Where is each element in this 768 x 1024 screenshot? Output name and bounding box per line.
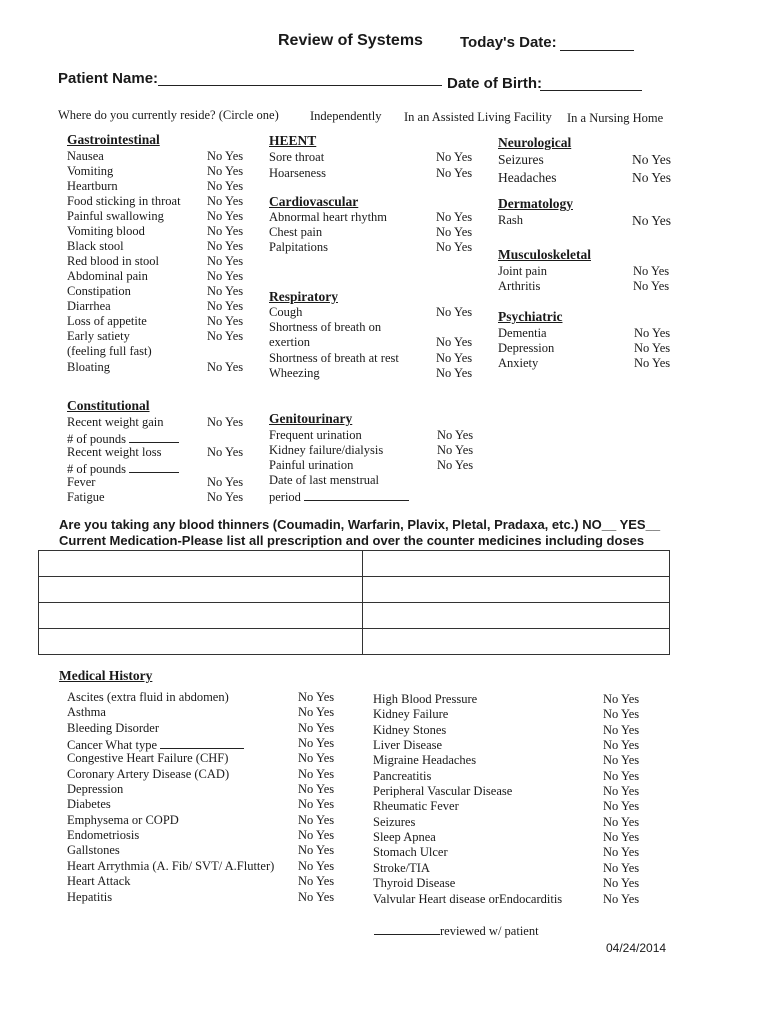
section-title-cardiovascular: Cardiovascular [269,194,359,209]
symptom-label: Nausea [67,149,104,163]
symptom-label: Frequent urination [269,428,362,442]
no-yes-choice[interactable]: No Yes [603,861,640,875]
no-yes-choice[interactable]: No Yes [436,305,473,319]
no-yes-choice[interactable]: No Yes [436,335,473,349]
menstrual-date-field[interactable] [304,488,409,501]
condition-label: High Blood Pressure [373,692,478,706]
no-yes-choice[interactable]: No Yes [207,209,244,223]
no-yes-choice[interactable]: No Yes [207,149,244,163]
condition-label: Kidney Stones [373,723,447,737]
todays-date-field[interactable] [560,38,634,51]
symptom-label: Bloating [67,360,111,374]
symptom-label: period [269,490,301,504]
condition-label: Gallstones [67,843,120,857]
symptom-label: Cough [269,305,303,319]
gastro-list [67,149,257,379]
symptom-label: Abdominal pain [67,269,148,283]
symptom-label: # of pounds [67,462,127,476]
no-yes-choice[interactable]: No Yes [207,164,244,178]
residence-option-assisted[interactable]: In an Assisted Living Facility [404,110,552,124]
condition-label: Hepatitis [67,890,113,904]
no-yes-choice[interactable]: No Yes [437,428,474,442]
history-left-list [67,690,357,905]
patient-name-label: Patient Name: [58,70,159,87]
no-yes-choice[interactable]: No Yes [298,767,335,781]
symptom-label: Painful urination [269,458,354,472]
no-yes-choice[interactable]: No Yes [298,813,335,827]
medication-cell[interactable] [39,577,363,603]
no-yes-choice[interactable]: No Yes [298,797,335,811]
blood-thinners-question[interactable]: Are you taking any blood thinners (Coumadin, Warfarin, Plavix, Pletal, Pradaxa, etc.) NO__ YES__ [59,517,661,532]
symptom-label: Food sticking in throat [67,194,181,208]
condition-label: Asthma [67,705,106,719]
symptom-label: Rash [498,213,523,227]
symptom-label: # of pounds [67,432,127,446]
no-yes-choice[interactable]: No Yes [603,692,640,706]
medication-cell[interactable] [363,577,670,603]
section-title-genitourinary: Genitourinary [269,411,353,426]
condition-label: Kidney Failure [373,707,449,721]
symptom-label: Joint pain [498,264,547,278]
condition-label: Pancreatitis [373,769,432,783]
dob-field[interactable] [540,78,642,91]
condition-label: Stomach Ulcer [373,845,448,859]
medication-cell[interactable] [363,629,670,655]
symptom-label: Black stool [67,239,124,253]
dob-label: Date of Birth: [447,75,542,92]
no-yes-choice[interactable]: No Yes [207,299,244,313]
constitutional-list [67,415,257,507]
no-yes-choice[interactable]: No Yes [633,279,670,293]
page-title: Review of Systems [278,32,423,49]
condition-label: Heart Arrythmia (A. Fib/ SVT/ A.Flutter) [67,859,275,873]
symptom-label: Depression [498,341,555,355]
no-yes-choice[interactable]: No Yes [437,443,474,457]
no-yes-choice[interactable]: No Yes [603,830,640,844]
pounds-lost-field[interactable] [129,460,179,473]
no-yes-choice[interactable]: No Yes [207,415,244,429]
symptom-label: Sore throat [269,150,325,164]
no-yes-choice[interactable]: No Yes [207,224,244,238]
condition-label: Diabetes [67,797,111,811]
no-yes-choice[interactable]: No Yes [603,892,640,906]
no-yes-choice[interactable]: No Yes [634,341,671,355]
no-yes-choice[interactable]: No Yes [298,736,335,750]
symptom-label: Headaches [498,170,557,185]
no-yes-choice[interactable]: No Yes [207,194,244,208]
musculo-list [498,264,688,295]
condition-label: Coronary Artery Disease (CAD) [67,767,230,781]
no-yes-choice[interactable]: No Yes [436,366,473,380]
pounds-gained-field[interactable] [129,430,179,443]
medication-cell[interactable] [39,629,363,655]
section-title-constitutional: Constitutional [67,398,150,413]
psych-list [498,326,688,372]
residence-option-nursing[interactable]: In a Nursing Home [567,111,664,125]
condition-label: Emphysema or COPD [67,813,179,827]
symptom-label: Kidney failure/dialysis [269,443,384,457]
condition-label: Stroke/TIA [373,861,430,875]
genito-list [269,428,484,506]
medication-table [38,550,670,655]
no-yes-choice[interactable]: No Yes [603,723,640,737]
no-yes-choice[interactable]: No Yes [207,284,244,298]
residence-question: Where do you currently reside? (Circle one) [58,108,279,122]
section-title-dermatology: Dermatology [498,196,573,211]
section-title-heent: HEENT [269,133,317,148]
symptom-label: Palpitations [269,240,329,254]
symptom-label: Early satiety [67,329,130,343]
no-yes-choice[interactable]: No Yes [298,859,335,873]
neuro-list [498,152,688,186]
residence-option-independent[interactable]: Independently [310,109,382,123]
no-yes-choice[interactable]: No Yes [634,356,671,370]
no-yes-choice[interactable]: No Yes [298,874,335,888]
cardio-list [269,210,484,258]
no-yes-choice[interactable]: No Yes [298,690,335,704]
form-date: 04/24/2014 [606,941,667,955]
condition-label: Migraine Headaches [373,753,477,767]
medication-cell[interactable] [39,603,363,629]
symptom-label: Recent weight gain [67,415,164,429]
symptom-label: exertion [269,335,310,349]
reviewed-initials-field[interactable] [374,922,440,935]
no-yes-choice[interactable]: No Yes [436,210,473,224]
condition-label: Rheumatic Fever [373,799,459,813]
no-yes-choice[interactable]: No Yes [298,828,335,842]
medication-cell[interactable] [363,603,670,629]
symptom-label: (feeling full fast) [67,344,152,358]
symptom-label: Abnormal heart rhythm [269,210,388,224]
history-right-list [373,692,663,907]
no-yes-choice[interactable]: No Yes [207,360,244,374]
no-yes-choice[interactable]: No Yes [603,845,640,859]
condition-label: Liver Disease [373,738,443,752]
symptom-label: Red blood in stool [67,254,160,268]
no-yes-choice[interactable]: No Yes [437,458,474,472]
symptom-label: Vomiting [67,164,114,178]
condition-label: Congestive Heart Failure (CHF) [67,751,229,765]
condition-label: Seizures [373,815,416,829]
condition-label: Peripheral Vascular Disease [373,784,513,798]
no-yes-choice[interactable]: No Yes [436,225,473,239]
condition-label: Depression [67,782,124,796]
no-yes-choice[interactable]: No Yes [632,152,672,167]
condition-label: Bleeding Disorder [67,721,159,735]
no-yes-choice[interactable]: No Yes [603,769,640,783]
no-yes-choice[interactable]: No Yes [436,150,473,164]
resp-list [269,305,484,383]
no-yes-choice[interactable]: No Yes [207,329,244,343]
heent-list [269,150,484,182]
no-yes-choice[interactable]: No Yes [632,170,672,185]
no-yes-choice[interactable]: No Yes [436,240,473,254]
derm-list [498,213,688,230]
symptom-label: Vomiting blood [67,224,145,238]
condition-label: Endometriosis [67,828,140,842]
symptom-label: Diarrhea [67,299,111,313]
symptom-label: Painful swallowing [67,209,164,223]
section-title-musculoskeletal: Musculoskeletal [498,247,591,262]
no-yes-choice[interactable]: No Yes [633,264,670,278]
no-yes-choice[interactable]: No Yes [207,179,244,193]
symptom-label: Constipation [67,284,131,298]
medication-cell[interactable] [39,551,363,577]
no-yes-choice[interactable]: No Yes [207,269,244,283]
symptom-label: Shortness of breath on [269,320,382,334]
section-title-medical-history: Medical History [59,668,153,683]
no-yes-choice[interactable]: No Yes [207,445,244,459]
no-yes-choice[interactable]: No Yes [207,239,244,253]
symptom-label: Recent weight loss [67,445,162,459]
symptom-label: Wheezing [269,366,320,380]
condition-label: Cancer What type [67,738,158,752]
symptom-label: Hoarseness [269,166,326,180]
symptom-label: Chest pain [269,225,323,239]
condition-label: Thyroid Disease [373,876,456,890]
medication-header: Current Medication-Please list all prescription and over the counter medicines including doses [59,533,645,548]
no-yes-choice[interactable]: No Yes [603,738,640,752]
no-yes-choice[interactable]: No Yes [298,890,335,904]
section-title-neurological: Neurological [498,135,572,150]
no-yes-choice[interactable]: No Yes [207,254,244,268]
no-yes-choice[interactable]: No Yes [603,784,640,798]
no-yes-choice[interactable]: No Yes [298,782,335,796]
no-yes-choice[interactable]: No Yes [603,753,640,767]
symptom-label: Seizures [498,152,544,167]
no-yes-choice[interactable]: No Yes [634,326,671,340]
no-yes-choice[interactable]: No Yes [603,707,640,721]
symptom-label: Arthritis [498,279,541,293]
no-yes-choice[interactable]: No Yes [298,705,335,719]
no-yes-choice[interactable]: No Yes [603,799,640,813]
condition-label: Valvular Heart disease orEndocarditis [373,892,563,906]
symptom-label: Fatigue [67,490,105,504]
no-yes-choice[interactable]: No Yes [298,751,335,765]
symptom-label: Shortness of breath at rest [269,351,399,365]
section-title-psychiatric: Psychiatric [498,309,563,324]
no-yes-choice[interactable]: No Yes [298,721,335,735]
medication-cell[interactable] [363,551,670,577]
no-yes-choice[interactable]: No Yes [632,213,672,228]
symptom-label: Dementia [498,326,547,340]
reviewed-label: reviewed w/ patient [440,924,539,938]
symptom-label: Anxiety [498,356,539,370]
symptom-label: Fever [67,475,96,489]
section-title-gastrointestinal: Gastrointestinal [67,132,160,147]
patient-name-field[interactable] [158,73,442,86]
no-yes-choice[interactable]: No Yes [207,314,244,328]
todays-date-label: Today's Date: [460,34,557,51]
symptom-label: Loss of appetite [67,314,147,328]
section-title-respiratory: Respiratory [269,289,338,304]
no-yes-choice[interactable]: No Yes [207,475,244,489]
symptom-label: Date of last menstrual [269,473,380,487]
condition-label: Ascites (extra fluid in abdomen) [67,690,229,704]
cancer-type-field[interactable] [160,736,244,749]
no-yes-choice[interactable]: No Yes [436,351,473,365]
condition-label: Sleep Apnea [373,830,436,844]
condition-label: Heart Attack [67,874,131,888]
symptom-label: Heartburn [67,179,118,193]
no-yes-choice[interactable]: No Yes [436,166,473,180]
no-yes-choice[interactable]: No Yes [207,490,244,504]
no-yes-choice[interactable]: No Yes [298,843,335,857]
no-yes-choice[interactable]: No Yes [603,815,640,829]
no-yes-choice[interactable]: No Yes [603,876,640,890]
